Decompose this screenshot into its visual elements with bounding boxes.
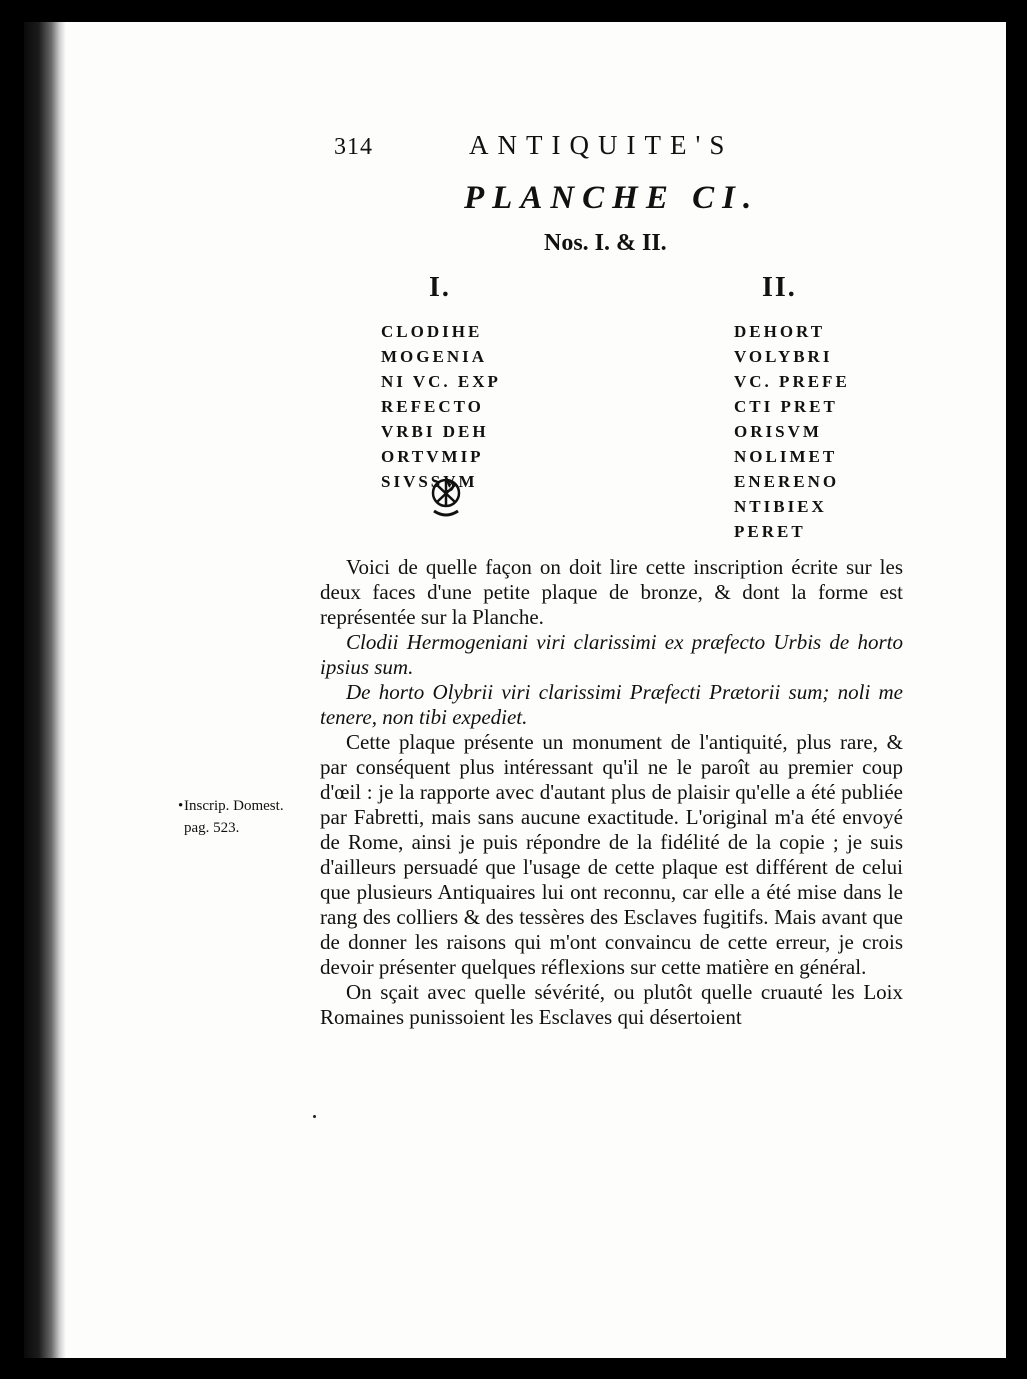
inscription-line: VOLYBRI	[734, 347, 833, 366]
paragraph-commentary: Cette plaque présente un monument de l'antiquité, plus rare, & par conséquent plus intéressant qu'il ne le paroît au premier coup d'œil : je la rapporte avec d'autant plus de plaisir qu'elle a été publiée par Fabretti, mais sans aucune exactitude. L'original m'a été envoyé de Rome, ainsi je puis répondre de la fidélité de la copie ; je suis d'ailleurs persuadé que l'usage de cette plaque est différent de celui que plusieurs Antiquaires lui ont reconnu, car elle a été mise dans le rang des colliers & des tessères des Esclaves fugitifs. Mais avant que de donner les raisons qui m'ont convaincu de cette erreur, je crois devoir présenter quelques réflexions sur cette matière en général.	[320, 730, 903, 979]
face-one-numeral: I.	[429, 272, 451, 303]
inscription-line: PERET	[734, 522, 806, 541]
inscription-line: ENERENO	[734, 472, 840, 491]
paragraph-latin-reading-two: De horto Olybrii viri clarissimi Præfecti Prætorii sum; noli me tenere, non tibi expediet.	[320, 680, 903, 729]
book-spine-shadow	[24, 22, 66, 1358]
running-title: ANTIQUITE'S	[469, 130, 734, 160]
inscription-line: ORTVMIP	[381, 447, 484, 466]
inscription-line: REFECTO	[381, 397, 484, 416]
chi-rho-icon	[426, 475, 466, 520]
inscription-line: ORISVM	[734, 422, 822, 441]
inscription-line: NI VC. EXP	[381, 372, 501, 391]
inscription-face-two	[734, 319, 884, 544]
inscription-face-one	[381, 319, 531, 494]
inscription-line: VRBI DEH	[381, 422, 489, 441]
book-page	[24, 22, 1006, 1358]
inscription-line: NOLIMET	[734, 447, 838, 466]
body-text	[320, 555, 903, 1030]
plate-numbers: Nos. I. & II.	[544, 230, 667, 256]
paragraph-latin-reading-one: Clodii Hermogeniani viri clarissimi ex præfecto Urbis de horto ipsius sum.	[320, 630, 903, 679]
inscription-line: DEHORT	[734, 322, 826, 341]
paragraph-continuation: On sçait avec quelle sévérité, ou plutôt quelle cruauté les Loix Romaines punissoient les Esclaves qui désertoient	[320, 980, 903, 1029]
ink-speck	[313, 1115, 316, 1118]
margin-note-line: pag. 523.	[184, 820, 240, 836]
inscription-line: MOGENIA	[381, 347, 487, 366]
inscription-line: CTI PRET	[734, 397, 838, 416]
inscription-line: VC. PREFE	[734, 372, 850, 391]
inscription-line: SIVSSVM	[381, 472, 478, 491]
inscription-line: CLODIHE	[381, 322, 483, 341]
inscription-line: NTIBIEX	[734, 497, 827, 516]
face-two-numeral: II.	[762, 272, 797, 303]
page-number: 314	[334, 134, 373, 160]
margin-note	[178, 795, 324, 839]
footnote-marker: •	[178, 798, 184, 814]
plate-title: PLANCHE CI.	[464, 180, 760, 216]
margin-note-line: Inscrip. Domest.	[184, 798, 284, 814]
paragraph-intro: Voici de quelle façon on doit lire cette inscription écrite sur les deux faces d'une petite plaque de bronze, & dont la forme est représentée sur la Planche.	[320, 555, 903, 629]
